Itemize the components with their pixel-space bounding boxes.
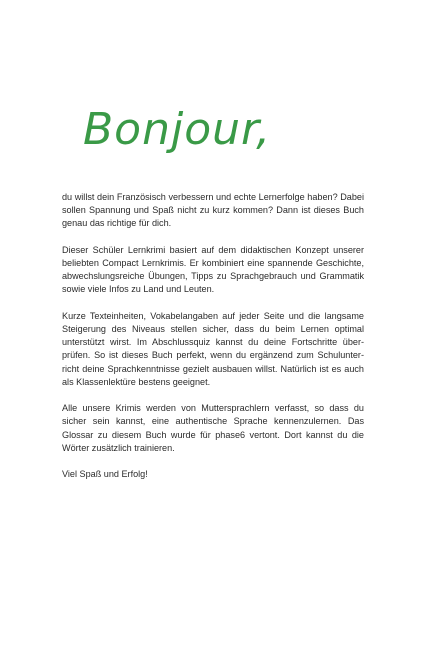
paragraph-authors: Alle unsere Krimis werden von Muttersprachlern verfasst, so dass du sicher sein kannst, eine authentische Sprache kennenzulernen. Das Glossar zu diesem Buch wurde für phase6 vertont. Dort kannst du die Wörter zusätzlich trainieren.: [62, 403, 364, 453]
paragraph-concept: Dieser Schüler Lernkrimi basiert auf dem didaktischen Konzept unserer beliebten Compact Lernkrimis. Er kombiniert eine spannende Geschichte, abwechslungsreiche Übungen, Tipps zu Sprachgebrauch und Grammatik sowie viele Infos zu Land und Leuten.: [62, 244, 364, 295]
greeting-heading: Bonjour,: [83, 104, 272, 155]
paragraph-features: Kurze Texteinheiten, Vokabelangaben auf jeder Seite und die langsame Steigerung des Niveaus stellen sicher, dass du beim Lernen optimal unterstützt wirst. Im Abschlussquiz kannst du deine Fortschritte überprüfen. So ist dieses Buch perfekt, wenn du ergänzend zum Schulunterricht deine Sprachkenntnisse gezielt ausbauen willst. Natürlich ist es auch als Klassenlektüre bestens geeignet.: [62, 310, 364, 387]
paragraph-closing: Viel Spaß und Erfolg!: [62, 469, 148, 480]
paragraph-intro: du willst dein Französisch verbessern und echte Lernerfolge haben? Dabei sollen Spannung und Spaß nicht zu kurz kommen? Dann ist dieses Buch genau das richtige für dich.: [62, 192, 364, 229]
intro-text: [62, 191, 364, 481]
